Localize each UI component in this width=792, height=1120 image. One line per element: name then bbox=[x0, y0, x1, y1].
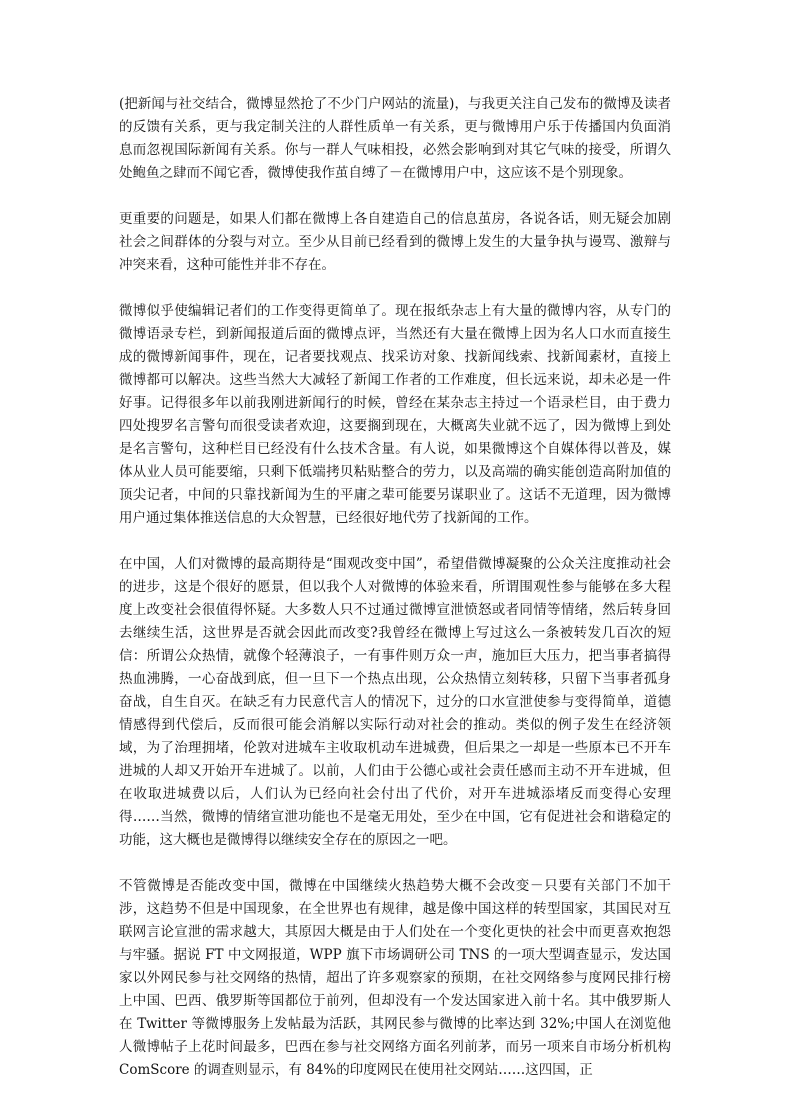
paragraph-1: (把新闻与社交结合，微博显然抢了不少门户网站的流量)，与我更关注自己发布的微博及读者的反馈有关系，更与我定制关注的人群性质单一有关系，更与微博用户乐于传播国内负面消息而忽视国际新闻有关系。你与一群人气味相投，必然会影响到对其它气味的接受，所谓久处鲍鱼之肆而不闻它香，微博使我作茧自缚了－在微博用户中，这应该不是个别现象。 bbox=[119, 96, 671, 181]
paragraph-4: 在中国，人们对微博的最高期待是“围观改变中国”，希望借微博凝聚的公众关注度推动社会的进步，这是个很好的愿景，但以我个人对微博的体验来看，所谓围观性参与能够在多大程度上改变社会很值得怀疑。大多数人只不过通过微博宣泄愤怒或者同情等情绪，然后转身回去继续生活，这世界是否就会因此而改变?我曾经在微博上写过这么一条被转发几百次的短信：所谓公众热情，就像个轻薄浪子，一有事件则万众一声，施加巨大压力，把当事者搞得热血沸腾，一心奋战到底，但一旦下一个热点出现，公众热情立刻转移，只留下当事者孤身奋战，自生自灭。在缺乏有力民意代言人的情况下，过分的口水宣泄使参与变得简单，道德情感得到代偿后，反而很可能会消解以实际行动对社会的推动。类似的例子发生在经济领域，为了治理拥堵，伦敦对进城车主收取机动车进城费，但后果之一却是一些原本已不开车进城的人却又开始开车进城了。以前，人们由于公德心或社会责任感而主动不开车进城，但在收取进城费以后，人们认为已经向社会付出了代价，对开车进城添堵反而变得心安理得……当然，微博的情绪宣泄功能也不是毫无用处，至少在中国，它有促进社会和谐稳定的功能，这大概也是微博得以继续安全存在的原因之一吧。 bbox=[119, 556, 671, 848]
paragraph-5: 不管微博是否能改变中国，微博在中国继续火热趋势大概不会改变－只要有关部门不加干涉，这趋势不但是中国现象，在全世界也有规律，越是像中国这样的转型国家，其国民对互联网言论宣泄的需求越大，其原因大概是由于人们处在一个变化更快的社会中而更喜欢抱怨与牢骚。据说 FT 中文网报道，WPP 旗下市场调研公司 TNS 的一项大型调查显示，发达国家以外网民参与社交网络的热情，超出了许多观察家的预期，在社交网络参与度网民排行榜上中国、巴西、俄罗斯等国都位于前列，但却没有一个发达国家进入前十名。其中俄罗斯人在 Twitter 等微博服务上发帖最为活跃，其网民参与微博的比率达到 32%;中国人在浏览他人微博帖子上花时间最多，巴西在参与社交网络方面名列前茅，而另一项来自市场分析机构 ComScore 的调查则显示，有 84%的印度网民在使用社交网站……这四国，正 bbox=[119, 878, 671, 1078]
document-body bbox=[119, 93, 671, 1105]
paragraph-2: 更重要的问题是，如果人们都在微博上各自建造自己的信息茧房，各说各话，则无疑会加剧社会之间群体的分裂与对立。至少从目前已经看到的微博上发生的大量争执与谩骂、激辩与冲突来看，这种可能性并非不存在。 bbox=[119, 211, 671, 273]
paragraph-3: 微博似乎使编辑记者们的工作变得更简单了。现在报纸杂志上有大量的微博内容，从专门的微博语录专栏，到新闻报道后面的微博点评，当然还有大量在微博上因为名人口水而直接生成的微博新闻事件，现在，记者要找观点、找采访对象、找新闻线索、找新闻素材，直接上微博都可以解决。这些当然大大减轻了新闻工作者的工作难度，但长远来说，却未必是一件好事。记得很多年以前我刚进新闻行的时候，曾经在某杂志主持过一个语录栏目，由于费力四处搜罗名言警句而很受读者欢迎，这要搁到现在，大概离失业就不远了，因为微博上到处是名言警句，这种栏目已经没有什么技术含量。有人说，如果微博这个自媒体得以普及，媒体从业人员可能要缩，只剩下低端拷贝粘贴整合的劳力，以及高端的确实能创造高附加值的顶尖记者，中间的只靠找新闻为生的平庸之辈可能要另谋职业了。这话不无道理，因为微博用户通过集体推送信息的大众智慧，已经很好地代劳了找新闻的工作。 bbox=[119, 303, 671, 526]
